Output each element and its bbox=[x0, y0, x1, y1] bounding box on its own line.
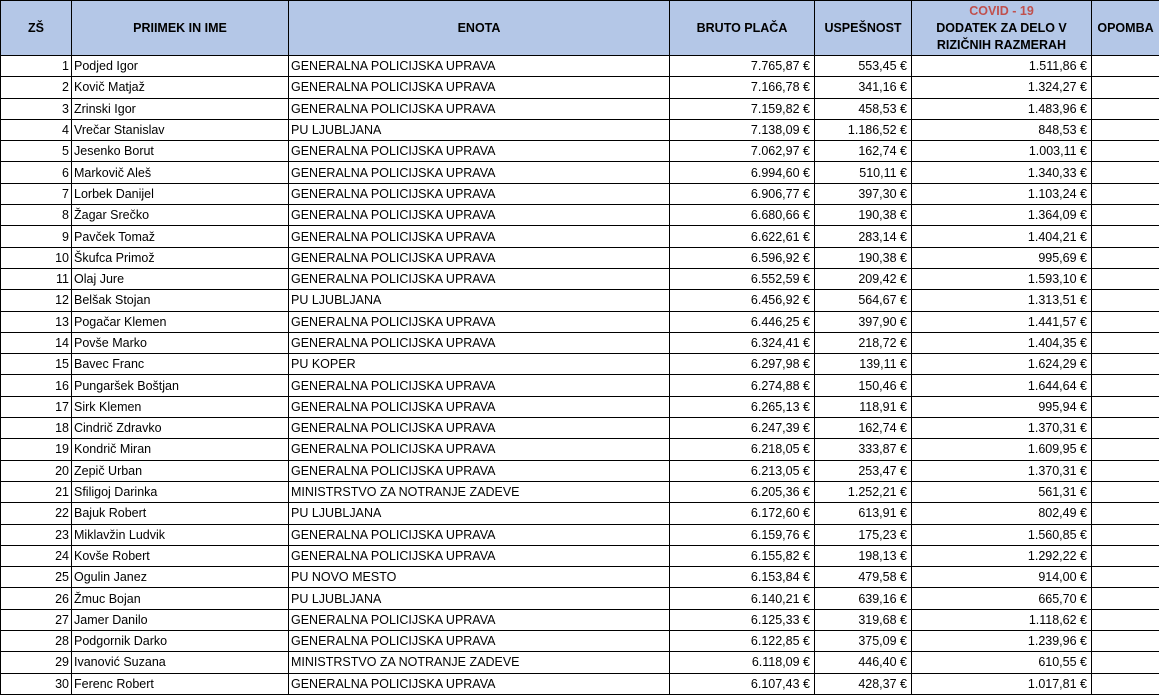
covid-allowance-cell: 995,94 € bbox=[912, 396, 1092, 417]
covid-allowance-cell: 848,53 € bbox=[912, 119, 1092, 140]
covid-allowance-cell: 1.404,21 € bbox=[912, 226, 1092, 247]
row-number-cell: 6 bbox=[1, 162, 72, 183]
gross-salary-cell: 6.218,05 € bbox=[670, 439, 815, 460]
covid-allowance-cell: 995,69 € bbox=[912, 247, 1092, 268]
performance-cell: 319,68 € bbox=[815, 609, 912, 630]
gross-salary-cell: 6.596,92 € bbox=[670, 247, 815, 268]
covid-allowance-cell: 802,49 € bbox=[912, 503, 1092, 524]
gross-salary-cell: 6.172,60 € bbox=[670, 503, 815, 524]
unit-cell: GENERALNA POLICIJSKA UPRAVA bbox=[289, 268, 670, 289]
name-cell: Vrečar Stanislav bbox=[72, 119, 289, 140]
covid-allowance-cell: 1.003,11 € bbox=[912, 141, 1092, 162]
covid-allowance-cell: 1.340,33 € bbox=[912, 162, 1092, 183]
table-row bbox=[1, 481, 1159, 502]
performance-cell: 139,11 € bbox=[815, 354, 912, 375]
name-cell: Olaj Jure bbox=[72, 268, 289, 289]
name-cell: Ogulin Janez bbox=[72, 567, 289, 588]
performance-cell: 150,46 € bbox=[815, 375, 912, 396]
name-cell: Markovič Aleš bbox=[72, 162, 289, 183]
gross-salary-cell: 6.274,88 € bbox=[670, 375, 815, 396]
gross-salary-cell: 7.166,78 € bbox=[670, 77, 815, 98]
table-row bbox=[1, 609, 1159, 630]
gross-salary-cell: 6.125,33 € bbox=[670, 609, 815, 630]
table-row bbox=[1, 354, 1159, 375]
covid-allowance-cell: 1.624,29 € bbox=[912, 354, 1092, 375]
note-cell bbox=[1092, 247, 1159, 268]
row-number-cell: 23 bbox=[1, 524, 72, 545]
note-cell bbox=[1092, 652, 1159, 673]
name-cell: Kovič Matjaž bbox=[72, 77, 289, 98]
unit-cell: GENERALNA POLICIJSKA UPRAVA bbox=[289, 439, 670, 460]
performance-cell: 333,87 € bbox=[815, 439, 912, 460]
performance-cell: 446,40 € bbox=[815, 652, 912, 673]
unit-cell: MINISTRSTVO ZA NOTRANJE ZADEVE bbox=[289, 481, 670, 502]
note-cell bbox=[1092, 205, 1159, 226]
covid-allowance-cell: 1.511,86 € bbox=[912, 56, 1092, 77]
row-number-cell: 16 bbox=[1, 375, 72, 396]
covid-allowance-cell: 1.364,09 € bbox=[912, 205, 1092, 226]
note-cell bbox=[1092, 545, 1159, 566]
table-row bbox=[1, 226, 1159, 247]
table-row bbox=[1, 460, 1159, 481]
covid-allowance-cell: 1.593,10 € bbox=[912, 268, 1092, 289]
performance-cell: 175,23 € bbox=[815, 524, 912, 545]
performance-cell: 190,38 € bbox=[815, 205, 912, 226]
note-cell bbox=[1092, 588, 1159, 609]
gross-salary-cell: 6.552,59 € bbox=[670, 268, 815, 289]
row-number-cell: 30 bbox=[1, 673, 72, 694]
table-row bbox=[1, 141, 1159, 162]
gross-salary-cell: 6.324,41 € bbox=[670, 332, 815, 353]
row-number-cell: 9 bbox=[1, 226, 72, 247]
gross-salary-cell: 6.155,82 € bbox=[670, 545, 815, 566]
gross-salary-cell: 7.138,09 € bbox=[670, 119, 815, 140]
gross-salary-cell: 6.159,76 € bbox=[670, 524, 815, 545]
unit-cell: PU LJUBLJANA bbox=[289, 588, 670, 609]
table-row bbox=[1, 56, 1159, 77]
unit-cell: GENERALNA POLICIJSKA UPRAVA bbox=[289, 375, 670, 396]
unit-cell: GENERALNA POLICIJSKA UPRAVA bbox=[289, 631, 670, 652]
note-cell bbox=[1092, 77, 1159, 98]
note-cell bbox=[1092, 418, 1159, 439]
table-row bbox=[1, 652, 1159, 673]
note-cell bbox=[1092, 119, 1159, 140]
gross-salary-cell: 6.446,25 € bbox=[670, 311, 815, 332]
note-cell bbox=[1092, 311, 1159, 332]
performance-cell: 190,38 € bbox=[815, 247, 912, 268]
table-row bbox=[1, 98, 1159, 119]
row-number-cell: 8 bbox=[1, 205, 72, 226]
gross-salary-cell: 6.153,84 € bbox=[670, 567, 815, 588]
unit-cell: GENERALNA POLICIJSKA UPRAVA bbox=[289, 418, 670, 439]
header-covid-subtitle: DODATEK ZA DELO V RIZIČNIH RAZMERAH bbox=[936, 20, 1067, 52]
name-cell: Škufca Primož bbox=[72, 247, 289, 268]
name-cell: Pungaršek Boštjan bbox=[72, 375, 289, 396]
covid-allowance-cell: 561,31 € bbox=[912, 481, 1092, 502]
unit-cell: PU LJUBLJANA bbox=[289, 119, 670, 140]
performance-cell: 162,74 € bbox=[815, 418, 912, 439]
name-cell: Jamer Danilo bbox=[72, 609, 289, 630]
header-performance: USPEŠNOST bbox=[815, 1, 912, 56]
table-row bbox=[1, 205, 1159, 226]
name-cell: Jesenko Borut bbox=[72, 141, 289, 162]
row-number-cell: 15 bbox=[1, 354, 72, 375]
table-row bbox=[1, 119, 1159, 140]
row-number-cell: 12 bbox=[1, 290, 72, 311]
row-number-cell: 29 bbox=[1, 652, 72, 673]
header-note: OPOMBA bbox=[1092, 1, 1159, 56]
unit-cell: PU LJUBLJANA bbox=[289, 290, 670, 311]
performance-cell: 397,90 € bbox=[815, 311, 912, 332]
table-row bbox=[1, 268, 1159, 289]
performance-cell: 1.186,52 € bbox=[815, 119, 912, 140]
note-cell bbox=[1092, 609, 1159, 630]
unit-cell: GENERALNA POLICIJSKA UPRAVA bbox=[289, 205, 670, 226]
covid-allowance-cell: 1.118,62 € bbox=[912, 609, 1092, 630]
name-cell: Kovše Robert bbox=[72, 545, 289, 566]
row-number-cell: 27 bbox=[1, 609, 72, 630]
header-unit: ENOTA bbox=[289, 1, 670, 56]
table-row bbox=[1, 375, 1159, 396]
note-cell bbox=[1092, 290, 1159, 311]
performance-cell: 397,30 € bbox=[815, 183, 912, 204]
table-row bbox=[1, 247, 1159, 268]
unit-cell: GENERALNA POLICIJSKA UPRAVA bbox=[289, 247, 670, 268]
table-row bbox=[1, 332, 1159, 353]
name-cell: Sfiligoj Darinka bbox=[72, 481, 289, 502]
row-number-cell: 5 bbox=[1, 141, 72, 162]
table-row bbox=[1, 439, 1159, 460]
performance-cell: 510,11 € bbox=[815, 162, 912, 183]
name-cell: Podgornik Darko bbox=[72, 631, 289, 652]
row-number-cell: 18 bbox=[1, 418, 72, 439]
covid-allowance-cell: 1.324,27 € bbox=[912, 77, 1092, 98]
name-cell: Zepič Urban bbox=[72, 460, 289, 481]
note-cell bbox=[1092, 226, 1159, 247]
note-cell bbox=[1092, 396, 1159, 417]
covid-allowance-cell: 1.313,51 € bbox=[912, 290, 1092, 311]
gross-salary-cell: 6.994,60 € bbox=[670, 162, 815, 183]
covid-allowance-cell: 1.017,81 € bbox=[912, 673, 1092, 694]
note-cell bbox=[1092, 503, 1159, 524]
name-cell: Pavček Tomaž bbox=[72, 226, 289, 247]
table-row bbox=[1, 311, 1159, 332]
unit-cell: GENERALNA POLICIJSKA UPRAVA bbox=[289, 673, 670, 694]
table-row bbox=[1, 524, 1159, 545]
note-cell bbox=[1092, 439, 1159, 460]
covid-allowance-cell: 1.560,85 € bbox=[912, 524, 1092, 545]
performance-cell: 1.252,21 € bbox=[815, 481, 912, 502]
name-cell: Ferenc Robert bbox=[72, 673, 289, 694]
table-row bbox=[1, 77, 1159, 98]
table-row bbox=[1, 290, 1159, 311]
note-cell bbox=[1092, 354, 1159, 375]
name-cell: Podjed Igor bbox=[72, 56, 289, 77]
note-cell bbox=[1092, 481, 1159, 502]
covid-allowance-cell: 665,70 € bbox=[912, 588, 1092, 609]
note-cell bbox=[1092, 98, 1159, 119]
performance-cell: 283,14 € bbox=[815, 226, 912, 247]
performance-cell: 209,42 € bbox=[815, 268, 912, 289]
covid-allowance-cell: 1.644,64 € bbox=[912, 375, 1092, 396]
row-number-cell: 21 bbox=[1, 481, 72, 502]
note-cell bbox=[1092, 162, 1159, 183]
gross-salary-cell: 6.622,61 € bbox=[670, 226, 815, 247]
performance-cell: 198,13 € bbox=[815, 545, 912, 566]
covid-allowance-cell: 1.404,35 € bbox=[912, 332, 1092, 353]
performance-cell: 218,72 € bbox=[815, 332, 912, 353]
gross-salary-cell: 7.765,87 € bbox=[670, 56, 815, 77]
unit-cell: GENERALNA POLICIJSKA UPRAVA bbox=[289, 141, 670, 162]
gross-salary-cell: 6.247,39 € bbox=[670, 418, 815, 439]
note-cell bbox=[1092, 183, 1159, 204]
gross-salary-cell: 6.456,92 € bbox=[670, 290, 815, 311]
unit-cell: GENERALNA POLICIJSKA UPRAVA bbox=[289, 524, 670, 545]
note-cell bbox=[1092, 56, 1159, 77]
performance-cell: 564,67 € bbox=[815, 290, 912, 311]
row-number-cell: 11 bbox=[1, 268, 72, 289]
covid-allowance-cell: 1.103,24 € bbox=[912, 183, 1092, 204]
row-number-cell: 14 bbox=[1, 332, 72, 353]
unit-cell: GENERALNA POLICIJSKA UPRAVA bbox=[289, 183, 670, 204]
row-number-cell: 7 bbox=[1, 183, 72, 204]
row-number-cell: 19 bbox=[1, 439, 72, 460]
gross-salary-cell: 6.297,98 € bbox=[670, 354, 815, 375]
gross-salary-cell: 6.906,77 € bbox=[670, 183, 815, 204]
name-cell: Ivanović Suzana bbox=[72, 652, 289, 673]
performance-cell: 639,16 € bbox=[815, 588, 912, 609]
header-row bbox=[1, 1, 1159, 56]
unit-cell: GENERALNA POLICIJSKA UPRAVA bbox=[289, 332, 670, 353]
performance-cell: 553,45 € bbox=[815, 56, 912, 77]
covid-allowance-cell: 1.609,95 € bbox=[912, 439, 1092, 460]
table-row bbox=[1, 673, 1159, 694]
header-name: PRIIMEK IN IME bbox=[72, 1, 289, 56]
name-cell: Žagar Srečko bbox=[72, 205, 289, 226]
header-gross: BRUTO PLAČA bbox=[670, 1, 815, 56]
name-cell: Žmuc Bojan bbox=[72, 588, 289, 609]
unit-cell: GENERALNA POLICIJSKA UPRAVA bbox=[289, 396, 670, 417]
table-row bbox=[1, 396, 1159, 417]
row-number-cell: 17 bbox=[1, 396, 72, 417]
covid-allowance-cell: 1.441,57 € bbox=[912, 311, 1092, 332]
note-cell bbox=[1092, 375, 1159, 396]
unit-cell: GENERALNA POLICIJSKA UPRAVA bbox=[289, 98, 670, 119]
unit-cell: GENERALNA POLICIJSKA UPRAVA bbox=[289, 609, 670, 630]
gross-salary-cell: 6.205,36 € bbox=[670, 481, 815, 502]
unit-cell: GENERALNA POLICIJSKA UPRAVA bbox=[289, 311, 670, 332]
unit-cell: GENERALNA POLICIJSKA UPRAVA bbox=[289, 77, 670, 98]
name-cell: Pogačar Klemen bbox=[72, 311, 289, 332]
name-cell: Belšak Stojan bbox=[72, 290, 289, 311]
row-number-cell: 20 bbox=[1, 460, 72, 481]
performance-cell: 253,47 € bbox=[815, 460, 912, 481]
note-cell bbox=[1092, 524, 1159, 545]
gross-salary-cell: 6.122,85 € bbox=[670, 631, 815, 652]
row-number-cell: 4 bbox=[1, 119, 72, 140]
note-cell bbox=[1092, 631, 1159, 652]
gross-salary-cell: 6.107,43 € bbox=[670, 673, 815, 694]
note-cell bbox=[1092, 567, 1159, 588]
gross-salary-cell: 6.118,09 € bbox=[670, 652, 815, 673]
unit-cell: MINISTRSTVO ZA NOTRANJE ZADEVE bbox=[289, 652, 670, 673]
name-cell: Cindrič Zdravko bbox=[72, 418, 289, 439]
note-cell bbox=[1092, 332, 1159, 353]
gross-salary-cell: 7.062,97 € bbox=[670, 141, 815, 162]
table-row bbox=[1, 588, 1159, 609]
performance-cell: 613,91 € bbox=[815, 503, 912, 524]
header-zs: ZŠ bbox=[1, 1, 72, 56]
covid-allowance-cell: 1.239,96 € bbox=[912, 631, 1092, 652]
covid-allowance-cell: 1.292,22 € bbox=[912, 545, 1092, 566]
name-cell: Povše Marko bbox=[72, 332, 289, 353]
name-cell: Sirk Klemen bbox=[72, 396, 289, 417]
gross-salary-cell: 6.265,13 € bbox=[670, 396, 815, 417]
name-cell: Kondrič Miran bbox=[72, 439, 289, 460]
covid-allowance-cell: 610,55 € bbox=[912, 652, 1092, 673]
table-row bbox=[1, 162, 1159, 183]
gross-salary-cell: 6.680,66 € bbox=[670, 205, 815, 226]
table-row bbox=[1, 503, 1159, 524]
unit-cell: GENERALNA POLICIJSKA UPRAVA bbox=[289, 545, 670, 566]
row-number-cell: 22 bbox=[1, 503, 72, 524]
table-row bbox=[1, 418, 1159, 439]
table-row bbox=[1, 631, 1159, 652]
row-number-cell: 2 bbox=[1, 77, 72, 98]
unit-cell: PU KOPER bbox=[289, 354, 670, 375]
unit-cell: GENERALNA POLICIJSKA UPRAVA bbox=[289, 56, 670, 77]
covid-allowance-cell: 1.370,31 € bbox=[912, 418, 1092, 439]
gross-salary-cell: 7.159,82 € bbox=[670, 98, 815, 119]
note-cell bbox=[1092, 268, 1159, 289]
row-number-cell: 28 bbox=[1, 631, 72, 652]
row-number-cell: 25 bbox=[1, 567, 72, 588]
table-row bbox=[1, 567, 1159, 588]
note-cell bbox=[1092, 673, 1159, 694]
note-cell bbox=[1092, 460, 1159, 481]
name-cell: Zrinski Igor bbox=[72, 98, 289, 119]
covid-allowance-cell: 1.483,96 € bbox=[912, 98, 1092, 119]
unit-cell: GENERALNA POLICIJSKA UPRAVA bbox=[289, 226, 670, 247]
unit-cell: GENERALNA POLICIJSKA UPRAVA bbox=[289, 162, 670, 183]
note-cell bbox=[1092, 141, 1159, 162]
performance-cell: 428,37 € bbox=[815, 673, 912, 694]
performance-cell: 375,09 € bbox=[815, 631, 912, 652]
row-number-cell: 3 bbox=[1, 98, 72, 119]
row-number-cell: 24 bbox=[1, 545, 72, 566]
gross-salary-cell: 6.213,05 € bbox=[670, 460, 815, 481]
header-covid-title: COVID - 19 bbox=[969, 3, 1034, 18]
unit-cell: PU NOVO MESTO bbox=[289, 567, 670, 588]
performance-cell: 118,91 € bbox=[815, 396, 912, 417]
header-covid bbox=[912, 1, 1092, 56]
performance-cell: 458,53 € bbox=[815, 98, 912, 119]
performance-cell: 162,74 € bbox=[815, 141, 912, 162]
performance-cell: 341,16 € bbox=[815, 77, 912, 98]
gross-salary-cell: 6.140,21 € bbox=[670, 588, 815, 609]
row-number-cell: 1 bbox=[1, 56, 72, 77]
row-number-cell: 26 bbox=[1, 588, 72, 609]
table-body bbox=[1, 56, 1159, 695]
name-cell: Lorbek Danijel bbox=[72, 183, 289, 204]
name-cell: Bajuk Robert bbox=[72, 503, 289, 524]
table-row bbox=[1, 183, 1159, 204]
unit-cell: PU LJUBLJANA bbox=[289, 503, 670, 524]
covid-allowance-cell: 914,00 € bbox=[912, 567, 1092, 588]
table-row bbox=[1, 545, 1159, 566]
row-number-cell: 10 bbox=[1, 247, 72, 268]
name-cell: Bavec Franc bbox=[72, 354, 289, 375]
covid-allowance-cell: 1.370,31 € bbox=[912, 460, 1092, 481]
name-cell: Miklavžin Ludvik bbox=[72, 524, 289, 545]
unit-cell: GENERALNA POLICIJSKA UPRAVA bbox=[289, 460, 670, 481]
performance-cell: 479,58 € bbox=[815, 567, 912, 588]
row-number-cell: 13 bbox=[1, 311, 72, 332]
